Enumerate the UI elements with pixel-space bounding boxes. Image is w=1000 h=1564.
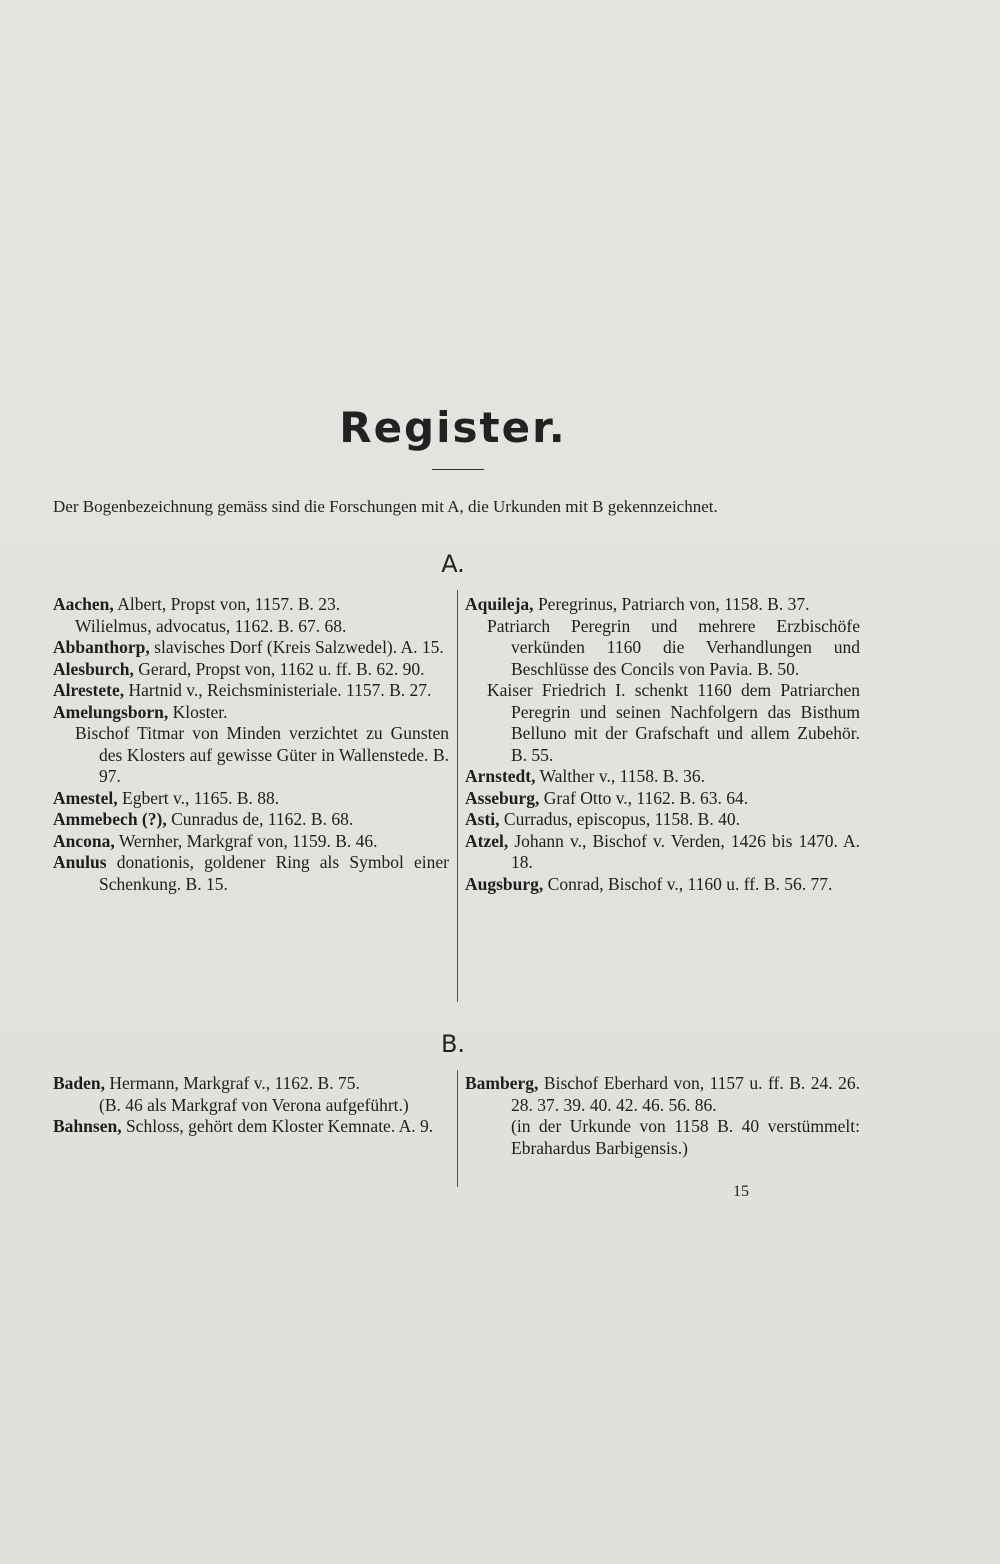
register-entry: Asseburg, Graf Otto v., 1162. B. 63. 64.	[465, 787, 749, 808]
section-b-left-column	[53, 1073, 449, 1138]
page-title: Register.	[339, 403, 567, 452]
preface-text: Der Bogenbezeichnung gemäss sind die Forschungen mit A, die Urkunden mit B gekennzeichnet.	[53, 497, 718, 516]
register-entry: Alrestete, Hartnid v., Reichsministeriale. 1157. B. 27.	[53, 680, 432, 700]
register-entry: Aachen, Albert, Propst von, 1157. B. 23. Wilielmus, advocatus, 1162. B. 67. 68.	[53, 594, 347, 636]
section-a-left-column	[53, 594, 449, 895]
column-divider-b	[457, 1070, 458, 1187]
register-entry: Amestel, Egbert v., 1165. B. 88.	[53, 787, 280, 808]
register-entry: Ancona, Wernher, Markgraf von, 1159. B. 46.	[53, 830, 378, 851]
section-letter-b: B.	[440, 1030, 466, 1058]
register-entry: Bamberg, Bischof Eberhard von, 1157 u. ff. B. 24. 26. 28. 37. 39. 40. 42. 46. 56. 86. (in der Urkunde von 1158 B. 40 verstümmelt: Ebrahardus Barbigensis.)	[465, 1073, 861, 1158]
register-entry: Anulus donationis, goldener Ring als Symbol einer Schenkung. B. 15.	[53, 852, 450, 894]
section-a-right-column	[465, 594, 860, 895]
column-divider-a	[457, 590, 458, 1002]
register-entry: Atzel, Johann v., Bischof v. Verden, 1426 bis 1470. A. 18.	[465, 830, 860, 872]
register-entry: Arnstedt, Walther v., 1158. B. 36.	[465, 766, 706, 786]
section-letter-a: A.	[441, 550, 465, 578]
register-entry: Aquileja, Peregrinus, Patriarch von, 1158. B. 37. Patriarch Peregrin und mehrere Erzbischöfe verkünden 1160 die Verhandlungen und Beschlüsse des Concils von Pavia. B. 50. Kaiser Friedrich I. schenkt 1160 dem Patriarchen Peregrin und seinen Nachfolgern das Bisthum Belluno mit der Grafschaft und allem Zubehör. B. 55.	[465, 594, 860, 765]
section-b-right-column	[465, 1073, 860, 1159]
register-entry: Augsburg, Conrad, Bischof v., 1160 u. ff. B. 56. 77.	[465, 873, 833, 894]
register-entry: Alesburch, Gerard, Propst von, 1162 u. ff. B. 62. 90.	[53, 658, 425, 679]
title-rule	[432, 469, 484, 470]
register-entry: Amelungsborn, Kloster. Bischof Titmar von Minden verzichtet zu Gunsten des Klosters auf gewisse Güter in Wallenstede. B. 97.	[53, 701, 449, 786]
register-entry: Abbanthorp, slavisches Dorf (Kreis Salzwedel). A. 15.	[53, 637, 444, 657]
page-number: 15	[733, 1183, 749, 1200]
register-entry: Asti, Curradus, episcopus, 1158. B. 40.	[465, 809, 740, 829]
register-entry: Bahnsen, Schloss, gehört dem Kloster Kemnate. A. 9.	[53, 1116, 434, 1136]
register-entry: Baden, Hermann, Markgraf v., 1162. B. 75. (B. 46 als Markgraf von Verona aufgeführt.)	[53, 1073, 409, 1115]
register-entry: Ammebech (?), Cunradus de, 1162. B. 68.	[53, 809, 354, 829]
